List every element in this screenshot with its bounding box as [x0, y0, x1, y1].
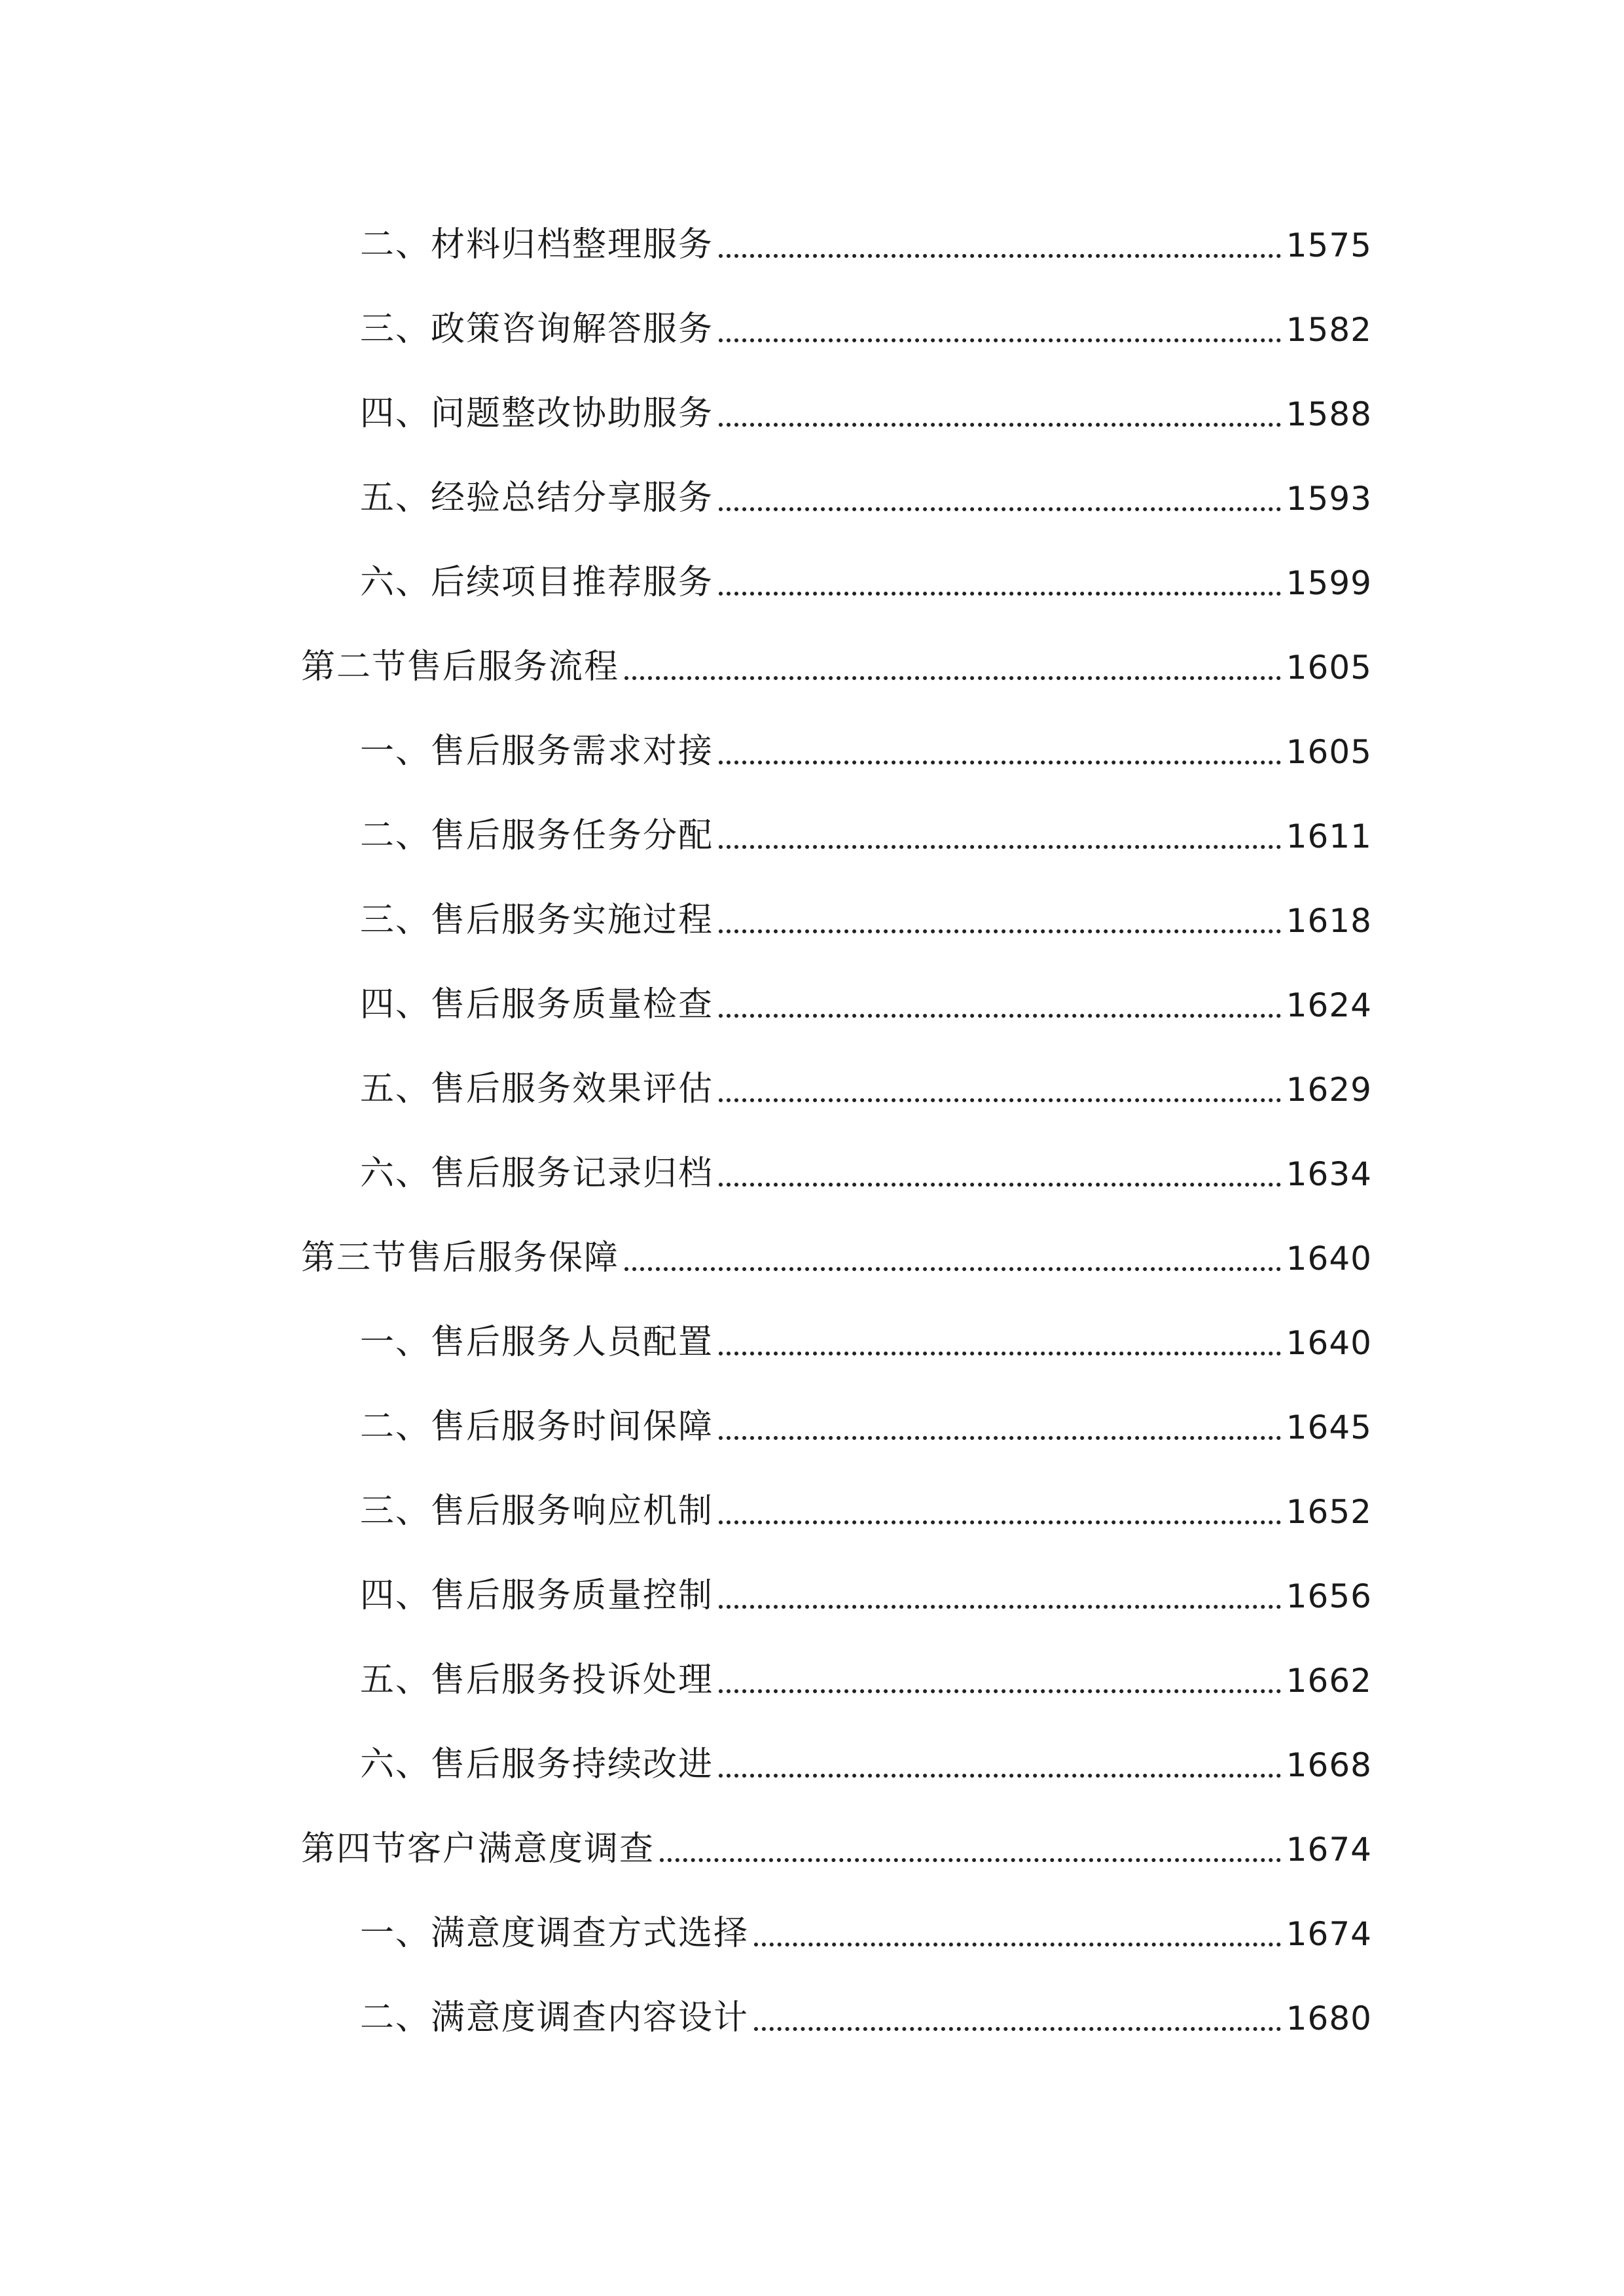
toc-section-heading[interactable] [301, 625, 1372, 687]
toc-dot-leader [719, 423, 1281, 427]
toc-entry[interactable] [360, 456, 1372, 518]
toc-entry[interactable] [360, 1892, 1372, 1953]
toc-dot-leader [719, 1436, 1281, 1440]
toc-page-number: 1656 [1286, 1577, 1372, 1615]
toc-dot-leader [719, 1774, 1281, 1778]
toc-entry-title: 三、政策咨询解答服务 [360, 310, 714, 349]
toc-entry-title: 五、售后服务投诉处理 [360, 1660, 714, 1700]
toc-page-number: 1605 [1286, 733, 1372, 771]
toc-entry-title: 六、后续项目推荐服务 [360, 563, 714, 602]
toc-dot-leader [624, 676, 1281, 680]
toc-entry-title: 第三节售后服务保障 [301, 1238, 620, 1278]
toc-page-number: 1593 [1286, 480, 1372, 518]
toc-dot-leader [660, 1858, 1281, 1862]
toc-entry[interactable] [360, 709, 1372, 771]
toc-entry[interactable] [360, 878, 1372, 940]
toc-dot-leader [624, 1267, 1281, 1271]
toc-dot-leader [719, 1605, 1281, 1609]
toc-page-number: 1640 [1286, 1240, 1372, 1278]
toc-entry[interactable] [360, 1047, 1372, 1109]
toc-entry-title: 四、售后服务质量检查 [360, 985, 714, 1024]
toc-page-number: 1674 [1286, 1915, 1372, 1953]
toc-dot-leader [719, 1352, 1281, 1355]
toc-entry-title: 五、售后服务效果评估 [360, 1069, 714, 1109]
toc-entry-title: 六、售后服务持续改进 [360, 1745, 714, 1784]
toc-dot-leader [719, 761, 1281, 764]
toc-entry-title: 三、售后服务响应机制 [360, 1492, 714, 1531]
toc-entry-title: 三、售后服务实施过程 [360, 901, 714, 940]
toc-section-heading[interactable] [301, 1807, 1372, 1869]
toc-entry[interactable] [360, 794, 1372, 853]
toc-page-number: 1599 [1286, 564, 1372, 602]
toc-dot-leader [719, 338, 1281, 342]
toc-page-number: 1611 [1286, 817, 1372, 855]
toc-entry-title: 第二节售后服务流程 [301, 647, 620, 687]
toc-entry[interactable] [360, 541, 1372, 600]
toc-entry[interactable] [360, 1300, 1372, 1362]
toc-entry-title: 六、售后服务记录归档 [360, 1154, 714, 1193]
toc-page-number: 1668 [1286, 1746, 1372, 1784]
toc-entry-title: 一、售后服务人员配置 [360, 1323, 714, 1362]
toc-entry-title: 五、经验总结分享服务 [360, 478, 714, 518]
toc-entry-title: 二、满意度调查内容设计 [360, 1998, 749, 2037]
toc-page-number: 1618 [1286, 902, 1372, 940]
toc-entry[interactable] [360, 1638, 1372, 1700]
toc-section-heading[interactable] [301, 1216, 1372, 1278]
toc-page-number: 1629 [1286, 1071, 1372, 1109]
toc-dot-leader [719, 929, 1281, 933]
toc-entry[interactable] [360, 1385, 1372, 1444]
toc-dot-leader [719, 845, 1281, 849]
toc-entry[interactable] [360, 1469, 1372, 1531]
toc-dot-leader [719, 592, 1281, 596]
toc-dot-leader [719, 1520, 1281, 1524]
toc-page-number: 1674 [1286, 1831, 1372, 1869]
toc-dot-leader [754, 1943, 1281, 1946]
toc-page-number: 1680 [1286, 2000, 1372, 2037]
toc-entry[interactable] [360, 1976, 1372, 2035]
toc-dot-leader [719, 1183, 1281, 1187]
toc-entry-title: 四、售后服务质量控制 [360, 1576, 714, 1615]
toc-page-number: 1645 [1286, 1408, 1372, 1446]
toc-entry-title: 第四节客户满意度调查 [301, 1829, 655, 1869]
toc-entry-title: 四、问题整改协助服务 [360, 394, 714, 433]
toc-dot-leader [719, 254, 1281, 258]
toc-entry-title: 一、售后服务需求对接 [360, 732, 714, 771]
toc-page-number: 1582 [1286, 311, 1372, 349]
toc-dot-leader [719, 1689, 1281, 1693]
toc-entry[interactable] [360, 203, 1372, 262]
toc-entry-title: 二、售后服务任务分配 [360, 816, 714, 855]
toc-entry-title: 二、材料归档整理服务 [360, 225, 714, 264]
toc-page-number: 1634 [1286, 1155, 1372, 1193]
toc-entry[interactable] [360, 963, 1372, 1022]
toc-dot-leader [719, 507, 1281, 511]
toc-page-number: 1588 [1286, 395, 1372, 433]
toc-dot-leader [719, 1098, 1281, 1102]
toc-page-number: 1624 [1286, 986, 1372, 1024]
toc-entry[interactable] [360, 287, 1372, 349]
toc-entry[interactable] [360, 1723, 1372, 1782]
toc-dot-leader [719, 1014, 1281, 1018]
toc-entry-title: 一、满意度调查方式选择 [360, 1914, 749, 1953]
toc-page-number: 1662 [1286, 1662, 1372, 1700]
toc-entry-title: 二、售后服务时间保障 [360, 1407, 714, 1446]
toc-entry[interactable] [360, 1554, 1372, 1613]
toc-dot-leader [754, 2027, 1281, 2031]
toc-entry[interactable] [360, 1132, 1372, 1191]
toc-page-number: 1640 [1286, 1324, 1372, 1362]
toc-page-number: 1605 [1286, 649, 1372, 687]
toc-page-number: 1652 [1286, 1493, 1372, 1531]
toc-entry[interactable] [360, 372, 1372, 431]
toc-page-number: 1575 [1286, 226, 1372, 264]
